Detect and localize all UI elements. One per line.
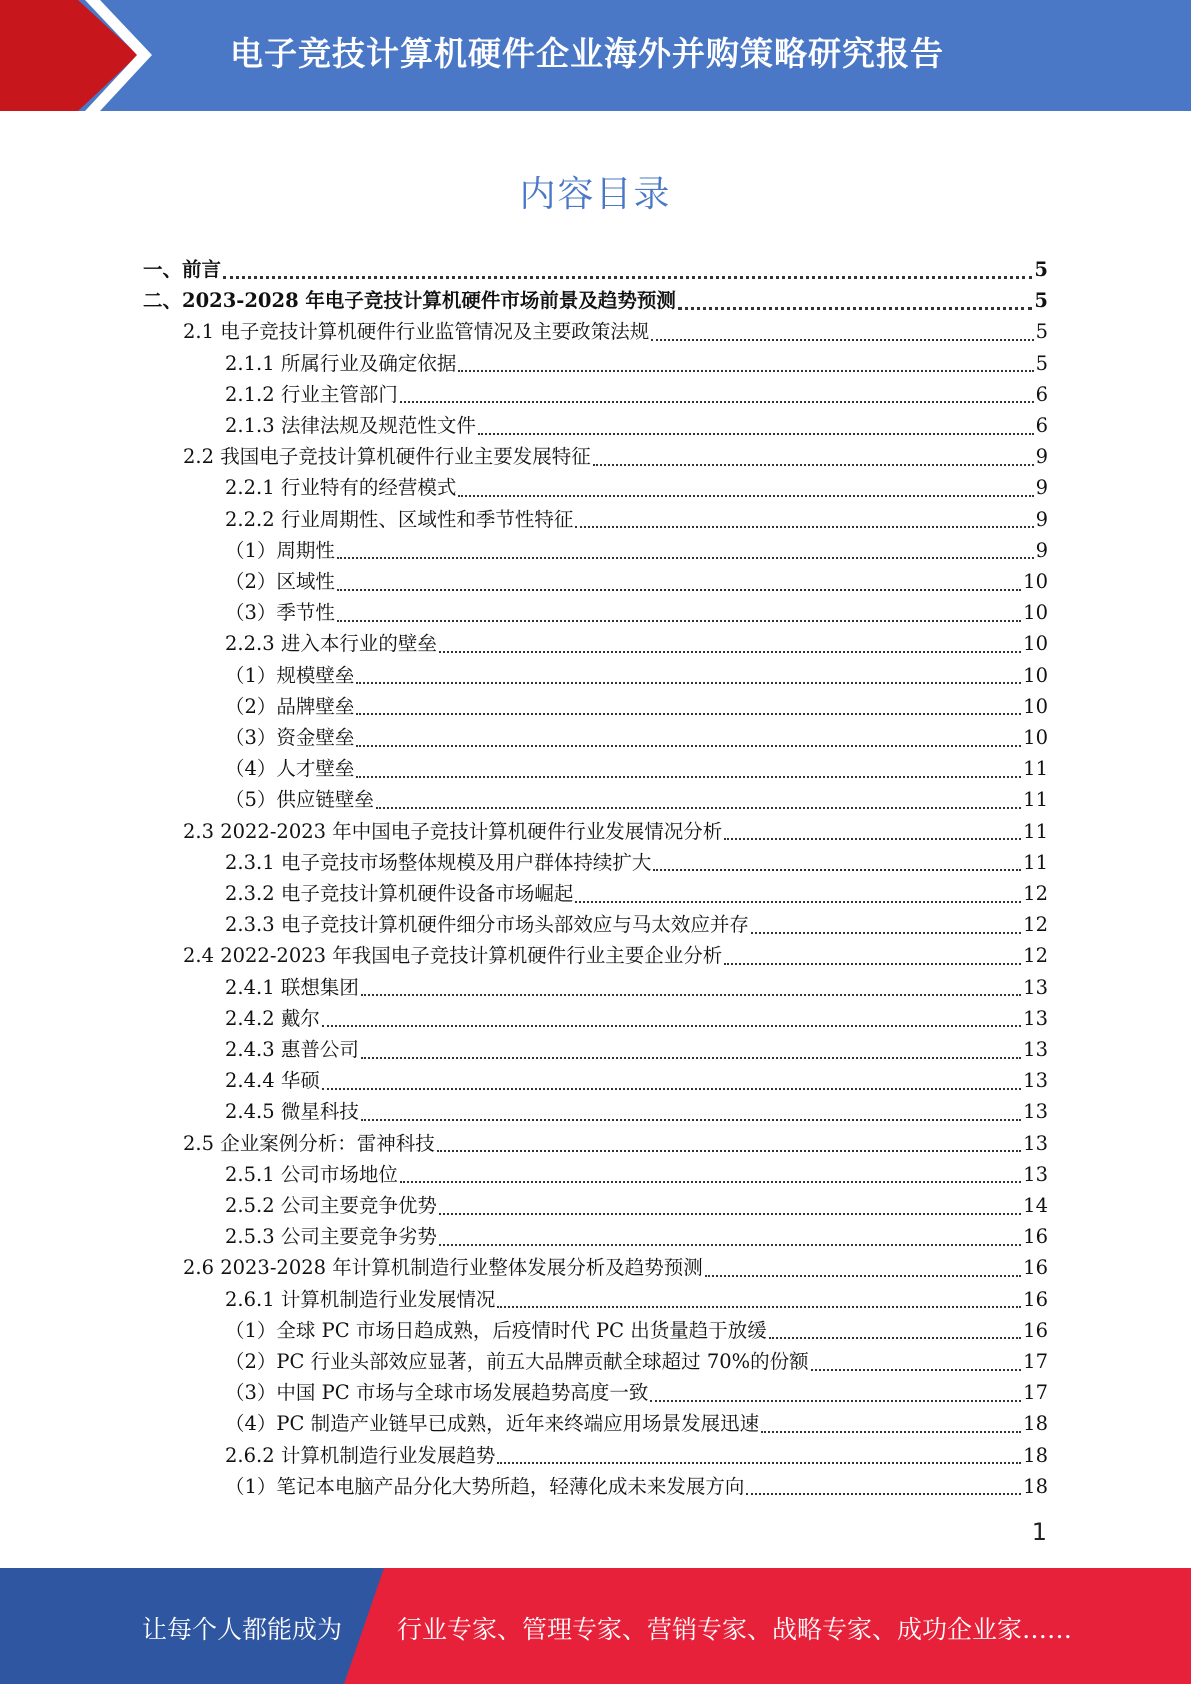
toc-entry-page: 13: [1023, 1038, 1048, 1061]
toc-dot-leader: [223, 276, 1032, 279]
toc-entry-page: 9: [1035, 445, 1048, 469]
toc-entry[interactable]: [225, 753, 1048, 784]
toc-dot-leader: [356, 682, 1021, 684]
toc-entry-label: （1）周期性: [225, 538, 335, 562]
toc-entry[interactable]: [225, 784, 1048, 815]
toc-entry[interactable]: [225, 628, 1048, 659]
toc-entry-page: 9: [1035, 476, 1048, 500]
toc-entry-label: 2.4.5 微星科技: [225, 1100, 359, 1124]
toc-dot-leader: [437, 1150, 1021, 1152]
toc-dot-leader: [322, 1025, 1021, 1027]
toc-entry[interactable]: [225, 1440, 1048, 1471]
toc-entry-page: 13: [1023, 1162, 1048, 1186]
toc-entry-page: 11: [1023, 819, 1048, 843]
toc-entry-label: 2.5.1 公司市场地位: [225, 1162, 398, 1186]
toc-entry-label: 2.1.2 行业主管部门: [225, 382, 398, 406]
toc-entry-page: 10: [1023, 694, 1048, 718]
toc-entry-label: （3）季节性: [225, 601, 335, 625]
toc-entry-label: 2.4 2022-2023 年我国电子竞技计算机硬件行业主要企业分析: [183, 944, 723, 968]
toc-entry-label: （2）PC 行业头部效应显著，前五大品牌贡献全球超过 70%的份额: [225, 1350, 809, 1373]
toc-entry[interactable]: [143, 285, 1048, 316]
toc-entry-page: 18: [1023, 1474, 1048, 1498]
toc-entry-label: （1）规模壁垒: [225, 663, 355, 687]
toc-dot-leader: [593, 464, 1034, 466]
toc-entry-label: （3）资金壁垒: [225, 726, 355, 749]
toc-entry-label: （1）笔记本电脑产品分化大势所趋，轻薄化成未来发展方向: [225, 1474, 745, 1498]
toc-entry-page: 12: [1023, 882, 1048, 905]
toc-entry-label: 2.5.3 公司主要竞争劣势: [225, 1225, 437, 1249]
footer-slogan-left: 让每个人都能成为: [142, 1615, 343, 1644]
toc-dot-leader: [751, 932, 1021, 934]
toc-entry-page: 5: [1034, 289, 1048, 313]
toc-entry-page: 16: [1023, 1256, 1048, 1280]
toc-dot-leader: [337, 620, 1021, 622]
toc-entry[interactable]: [225, 1377, 1048, 1408]
toc-entry-page: 13: [1023, 975, 1048, 999]
toc-entry[interactable]: [225, 1190, 1048, 1221]
toc-entry[interactable]: [225, 1003, 1048, 1034]
toc-dot-leader: [376, 807, 1021, 809]
toc-dot-leader: [439, 1213, 1021, 1215]
toc-dot-leader: [400, 1181, 1021, 1183]
toc-entry[interactable]: [225, 691, 1048, 722]
toc-entry-label: 2.2.1 行业特有的经营模式: [225, 476, 457, 500]
toc-dot-leader: [651, 339, 1033, 341]
toc-entry[interactable]: [225, 504, 1048, 535]
toc-dot-leader: [337, 589, 1021, 591]
toc-entry[interactable]: [225, 1034, 1048, 1065]
toc-entry[interactable]: [225, 597, 1048, 628]
toc-entry-label: 2.2.2 行业周期性、区域性和季节性特征: [225, 507, 574, 531]
toc-entry-page: 13: [1023, 1100, 1048, 1124]
toc-entry-label: 2.3.3 电子竞技计算机硬件细分市场头部效应与马太效应并存: [225, 913, 749, 937]
toc-entry-label: （5）供应链壁垒: [225, 788, 374, 812]
toc-entry[interactable]: [183, 441, 1048, 472]
toc-entry[interactable]: [225, 660, 1048, 691]
toc-entry-label: （4）PC 制造产业链早已成熟，近年来终端应用场景发展迅速: [225, 1412, 760, 1436]
toc-entry-page: 9: [1035, 538, 1048, 562]
toc-entry[interactable]: [225, 472, 1048, 503]
toc-dot-leader: [478, 433, 1034, 435]
toc-entry-page: 16: [1023, 1318, 1048, 1342]
toc-entry-page: 5: [1034, 258, 1048, 281]
toc-entry[interactable]: [225, 1408, 1048, 1439]
toc-entry-page: 17: [1023, 1381, 1048, 1405]
toc-entry-label: 2.1 电子竞技计算机硬件行业监管情况及主要政策法规: [183, 320, 650, 344]
toc-entry-page: 12: [1023, 944, 1048, 968]
toc-entry-page: 11: [1023, 850, 1048, 874]
toc-entry[interactable]: [225, 1159, 1048, 1190]
toc-dot-leader: [705, 1275, 1021, 1277]
toc-dot-leader: [497, 1462, 1021, 1464]
toc-entry-page: 13: [1023, 1131, 1048, 1155]
toc-dot-leader: [653, 869, 1021, 871]
toc-entry-page: 5: [1035, 320, 1048, 344]
toc-entry[interactable]: [225, 722, 1048, 753]
toc-dot-leader: [746, 1493, 1021, 1495]
toc-entry-page: 13: [1023, 1006, 1048, 1030]
toc-dot-leader: [337, 557, 1034, 559]
toc-entry[interactable]: [225, 379, 1048, 410]
toc-entry-label: 一、前言: [143, 258, 222, 281]
toc-dot-leader: [361, 1057, 1021, 1059]
toc-entry[interactable]: [225, 1315, 1048, 1346]
toc-entry-page: 10: [1023, 601, 1048, 625]
toc-dot-leader: [575, 526, 1033, 528]
toc-dot-leader: [361, 994, 1021, 996]
toc-dot-leader: [769, 1337, 1021, 1339]
toc-entry-page: 13: [1023, 1069, 1048, 1093]
toc-entry-label: （4）人才壁垒: [225, 757, 355, 781]
footer-slogan-right: 行业专家、管理专家、营销专家、战略专家、成功企业家……: [397, 1615, 1073, 1644]
toc-entry-page: 6: [1035, 414, 1048, 437]
toc-entry[interactable]: [225, 535, 1048, 566]
toc-entry[interactable]: [225, 1221, 1048, 1252]
toc-entry-page: 5: [1035, 351, 1048, 375]
toc-entry[interactable]: [183, 816, 1048, 847]
toc-dot-leader: [356, 713, 1021, 715]
toc-dot-leader: [761, 1431, 1021, 1433]
page-number: 1: [1031, 1518, 1047, 1546]
toc-entry-label: 2.1.1 所属行业及确定依据: [225, 351, 457, 375]
toc-entry-page: 17: [1023, 1350, 1048, 1373]
toc-entry[interactable]: [225, 1065, 1048, 1096]
toc-dot-leader: [400, 401, 1034, 403]
toc-entry-page: 11: [1023, 788, 1048, 812]
toc-entry-label: 2.3.1 电子竞技市场整体规模及用户群体持续扩大: [225, 850, 652, 874]
toc-entry-page: 16: [1023, 1287, 1048, 1311]
report-title: 电子竞技计算机硬件企业海外并购策略研究报告: [230, 34, 944, 73]
toc-dot-leader: [497, 1306, 1021, 1308]
toc-entry-label: 2.3.2 电子竞技计算机硬件设备市场崛起: [225, 882, 574, 905]
toc-dot-leader: [650, 1400, 1021, 1402]
toc-entry-label: （2）品牌壁垒: [225, 694, 355, 718]
header-banner: [0, 0, 1191, 111]
toc-dot-leader: [678, 307, 1032, 310]
toc-entry[interactable]: [143, 254, 1048, 285]
toc-entry-label: 2.2.3 进入本行业的壁垒: [225, 632, 437, 656]
toc-entry-label: 2.4.4 华硕: [225, 1069, 320, 1093]
toc-entry-page: 14: [1023, 1194, 1048, 1217]
toc-dot-leader: [458, 370, 1033, 372]
toc-entry-page: 6: [1035, 382, 1048, 406]
toc-dot-leader: [575, 901, 1021, 903]
toc-dot-leader: [724, 838, 1021, 840]
toc-entry-label: 2.5 企业案例分析：雷神科技: [183, 1131, 435, 1155]
toc-entry-page: 10: [1023, 726, 1048, 749]
toc-entry-page: 16: [1023, 1225, 1048, 1249]
toc-entry[interactable]: [225, 1346, 1048, 1377]
toc-entry[interactable]: [183, 1128, 1048, 1159]
toc-entry-label: 2.4.1 联想集团: [225, 975, 359, 999]
toc-dot-leader: [439, 1244, 1021, 1246]
toc-entry-page: 18: [1023, 1412, 1048, 1436]
toc-entry-page: 9: [1035, 507, 1048, 531]
toc-dot-leader: [356, 745, 1021, 747]
toc-dot-leader: [724, 963, 1021, 965]
toc-entry[interactable]: [225, 1096, 1048, 1127]
toc-entry-label: （1）全球 PC 市场日趋成熟，后疫情时代 PC 出货量趋于放缓: [225, 1318, 767, 1342]
toc-entry-page: 12: [1023, 913, 1048, 937]
toc-dot-leader: [439, 651, 1021, 653]
toc-entry[interactable]: [183, 1252, 1048, 1283]
toc-entry[interactable]: [225, 878, 1048, 909]
toc-entry-page: 18: [1023, 1443, 1048, 1467]
toc-heading: 内容目录: [519, 174, 672, 215]
toc-entry[interactable]: [225, 1284, 1048, 1315]
toc-entry-page: 10: [1023, 632, 1048, 656]
toc-entry[interactable]: [183, 316, 1048, 347]
toc-entry-label: 2.6 2023-2028 年计算机制造行业整体发展分析及趋势预测: [183, 1256, 703, 1280]
toc-entry-label: （3）中国 PC 市场与全球市场发展趋势高度一致: [225, 1381, 649, 1405]
toc-entry[interactable]: [225, 410, 1048, 441]
toc-entry-page: 10: [1023, 663, 1048, 687]
toc-dot-leader: [458, 495, 1033, 497]
toc-entry-label: 2.3 2022-2023 年中国电子竞技计算机硬件行业发展情况分析: [183, 819, 723, 843]
toc-entry-label: 二、2023-2028 年电子竞技计算机硬件市场前景及趋势预测: [143, 289, 676, 313]
toc-entry-label: 2.4.2 戴尔: [225, 1006, 320, 1030]
toc-entry-label: （2）区域性: [225, 570, 335, 593]
toc-entry[interactable]: [225, 847, 1048, 878]
toc-entry[interactable]: [225, 1471, 1048, 1502]
toc-entry[interactable]: [225, 972, 1048, 1003]
toc-entry-label: 2.5.2 公司主要竞争优势: [225, 1194, 437, 1217]
toc-dot-leader: [322, 1088, 1021, 1090]
footer-banner: [0, 1568, 1191, 1684]
toc-dot-leader: [811, 1369, 1021, 1371]
toc-entry-label: 2.1.3 法律法规及规范性文件: [225, 414, 476, 437]
toc-entry-label: 2.6.1 计算机制造行业发展情况: [225, 1287, 496, 1311]
toc-entry-page: 11: [1023, 757, 1048, 781]
toc-dot-leader: [356, 776, 1021, 778]
toc-entry[interactable]: [225, 566, 1048, 597]
toc-entry-label: 2.2 我国电子竞技计算机硬件行业主要发展特征: [183, 445, 591, 469]
toc-entry[interactable]: [225, 909, 1048, 940]
toc-entry-page: 10: [1023, 570, 1048, 593]
toc-entry[interactable]: [225, 348, 1048, 379]
toc-entry-label: 2.4.3 惠普公司: [225, 1038, 359, 1061]
toc-entry[interactable]: [183, 940, 1048, 971]
toc-dot-leader: [361, 1119, 1021, 1121]
toc-entry-label: 2.6.2 计算机制造行业发展趋势: [225, 1443, 496, 1467]
